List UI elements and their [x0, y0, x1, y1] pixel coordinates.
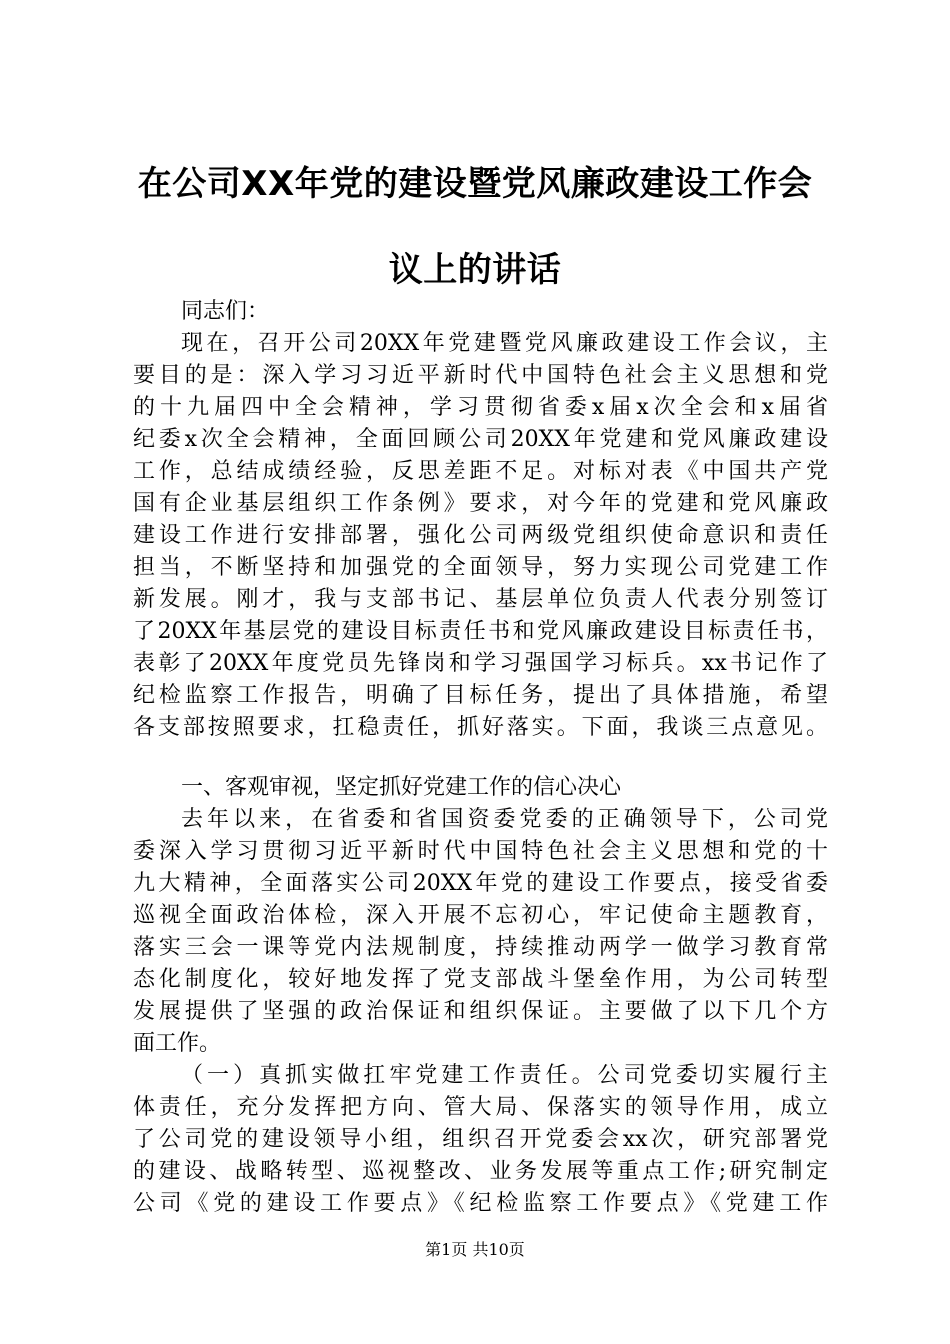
paragraph-line: （一）真抓实做扛牢党建工作责任。公司党委切实履行主: [181, 1063, 828, 1088]
greeting: 同志们：: [181, 299, 270, 324]
paragraph-line: 现在，召开公司20XX年党建暨党风廉政建设工作会议，主: [181, 331, 828, 356]
paragraph-line: 的建设、战略转型、巡视整改、业务发展等重点工作;研究制定: [133, 1159, 828, 1184]
paragraph-line: 落实三会一课等党内法规制度，持续推动两学一做学习教育常: [133, 935, 828, 960]
paragraph-line: 的十九届四中全会精神，学习贯彻省委x届x次全会和x届省: [133, 395, 828, 420]
paragraph-line: 要目的是：深入学习习近平新时代中国特色社会主义思想和党: [133, 363, 828, 388]
paragraph-line: 了20XX年基层党的建设目标责任书和党风廉政建设目标责任书，: [133, 619, 828, 644]
paragraph-line: 了公司党的建设领导小组，组织召开党委会xx次，研究部署党: [133, 1127, 828, 1152]
paragraph-line: 去年以来，在省委和省国资委党委的正确领导下，公司党: [181, 807, 828, 832]
paragraph-line: 巡视全面政治体检，深入开展不忘初心，牢记使命主题教育，: [133, 903, 828, 928]
paragraph-line: 表彰了20XX年度党员先锋岗和学习强国学习标兵。xx书记作了: [133, 651, 828, 676]
paragraph-section1: [133, 804, 828, 1060]
paragraph-line: 担当，不断坚持和加强党的全面领导，努力实现公司党建工作: [133, 555, 828, 580]
document-title-line-1: 在公司XX年党的建设暨党风廉政建设工作会: [137, 164, 813, 204]
paragraph-gap: [133, 744, 828, 772]
paragraph-line: 委深入学习贯彻习近平新时代中国特色社会主义思想和党的十: [133, 839, 828, 864]
paragraph-line: 发展提供了坚强的政治保证和组织保证。主要做了以下几个方: [133, 999, 828, 1024]
paragraph-line: 纪检监察工作报告，明确了目标任务，提出了具体措施，希望: [133, 683, 828, 708]
document-title-line-2: 议上的讲话: [388, 250, 562, 290]
paragraph-subsection1: [133, 1060, 828, 1220]
paragraph-line: 建设工作进行安排部署，强化公司两级党组织使命意识和责任: [133, 523, 828, 548]
section-heading: 一、客观审视，坚定抓好党建工作的信心决心: [181, 775, 622, 800]
paragraph-intro: [133, 328, 828, 744]
paragraph-line: 纪委x次全会精神，全面回顾公司20XX年党建和党风廉政建设: [133, 427, 828, 452]
paragraph-line: 面工作。: [133, 1031, 222, 1056]
paragraph-line: 国有企业基层组织工作条例》要求，对今年的党建和党风廉政: [133, 491, 828, 516]
page-footer: 第1页 共10页: [425, 1240, 525, 1259]
paragraph-line: 九大精神，全面落实公司20XX年党的建设工作要点，接受省委: [133, 871, 828, 896]
paragraph-line: 态化制度化，较好地发挥了党支部战斗堡垒作用，为公司转型: [133, 967, 828, 992]
paragraph-line: 新发展。刚才，我与支部书记、基层单位负责人代表分别签订: [133, 587, 828, 612]
document-body: [133, 296, 828, 1220]
paragraph-line: 各支部按照要求，扛稳责任，抓好落实。下面，我谈三点意见。: [133, 715, 828, 740]
paragraph-line: 公司《党的建设工作要点》《纪检监察工作要点》《党建工作: [133, 1191, 828, 1216]
paragraph-line: 体责任，充分发挥把方向、管大局、保落实的领导作用，成立: [133, 1095, 828, 1120]
paragraph-line: 工作，总结成绩经验，反思差距不足。对标对表《中国共产党: [133, 459, 828, 484]
